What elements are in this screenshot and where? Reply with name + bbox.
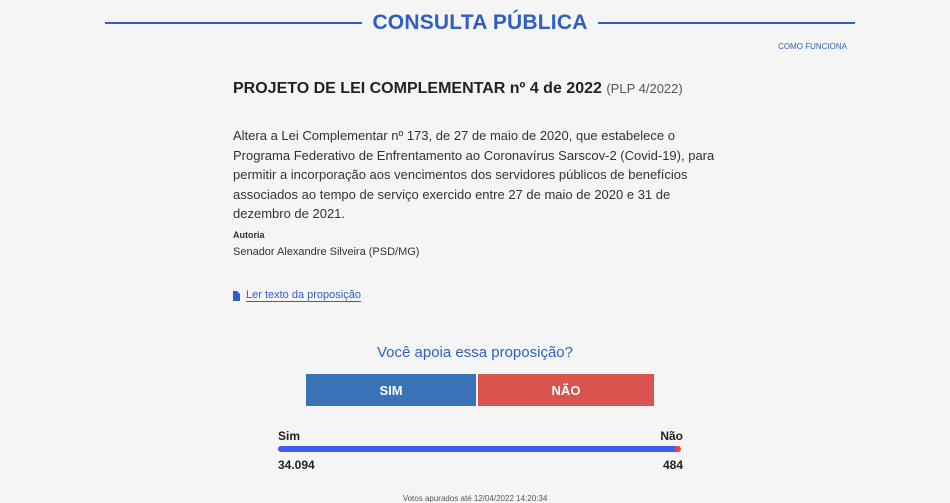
proposal-title: [233, 80, 683, 98]
votes-footnote: Votos apurados até 12/04/2022 14:20:34: [402, 494, 548, 503]
author-name: Senador Alexandre Silveira (PSD/MG): [233, 246, 420, 258]
read-proposal-label: Ler texto da proposição: [246, 289, 361, 301]
result-bar: [278, 446, 681, 452]
result-labels: [278, 429, 683, 443]
result-no-label: Não: [660, 429, 683, 443]
proposal-title-text: PROJETO DE LEI COMPLEMENTAR nº 4 de 2022: [233, 80, 602, 97]
vote-question: Você apoia essa proposição?: [377, 344, 573, 361]
result-values: [278, 458, 683, 472]
result-yes-count: 34.094: [278, 458, 315, 472]
result-no-count: 484: [662, 458, 683, 472]
result-yes-label: Sim: [278, 429, 301, 443]
page-header: [105, 9, 855, 37]
header-rule-left: [105, 22, 362, 24]
author-label: Autoria: [233, 230, 265, 240]
read-proposal-link[interactable]: [233, 289, 361, 302]
proposal-abbr: (PLP 4/2022): [606, 81, 683, 96]
proposal-description: Altera a Lei Complementar nº 173, de 27 de maio de 2020, que estabelece o Programa Federativo de Enfrentamento ao Coronavírus Sarscov-2 (Covid-19), para permitir a incorporação aos vencimentos dos servidores públicos de benefícios associados ao tempo de serviço exercido entre 27 de maio de 2020 e 31 de dezembro de 2021.: [233, 128, 715, 221]
document-icon: [233, 291, 240, 301]
result-bar-yes-fill: [278, 446, 675, 452]
vote-buttons: [306, 374, 654, 406]
vote-no-button[interactable]: NÃO: [478, 374, 654, 406]
page-title: CONSULTA PÚBLICA: [372, 11, 588, 34]
how-it-works-link[interactable]: COMO FUNCIONA: [778, 42, 847, 51]
header-rule-right: [598, 22, 855, 24]
vote-yes-button[interactable]: SIM: [306, 374, 476, 406]
